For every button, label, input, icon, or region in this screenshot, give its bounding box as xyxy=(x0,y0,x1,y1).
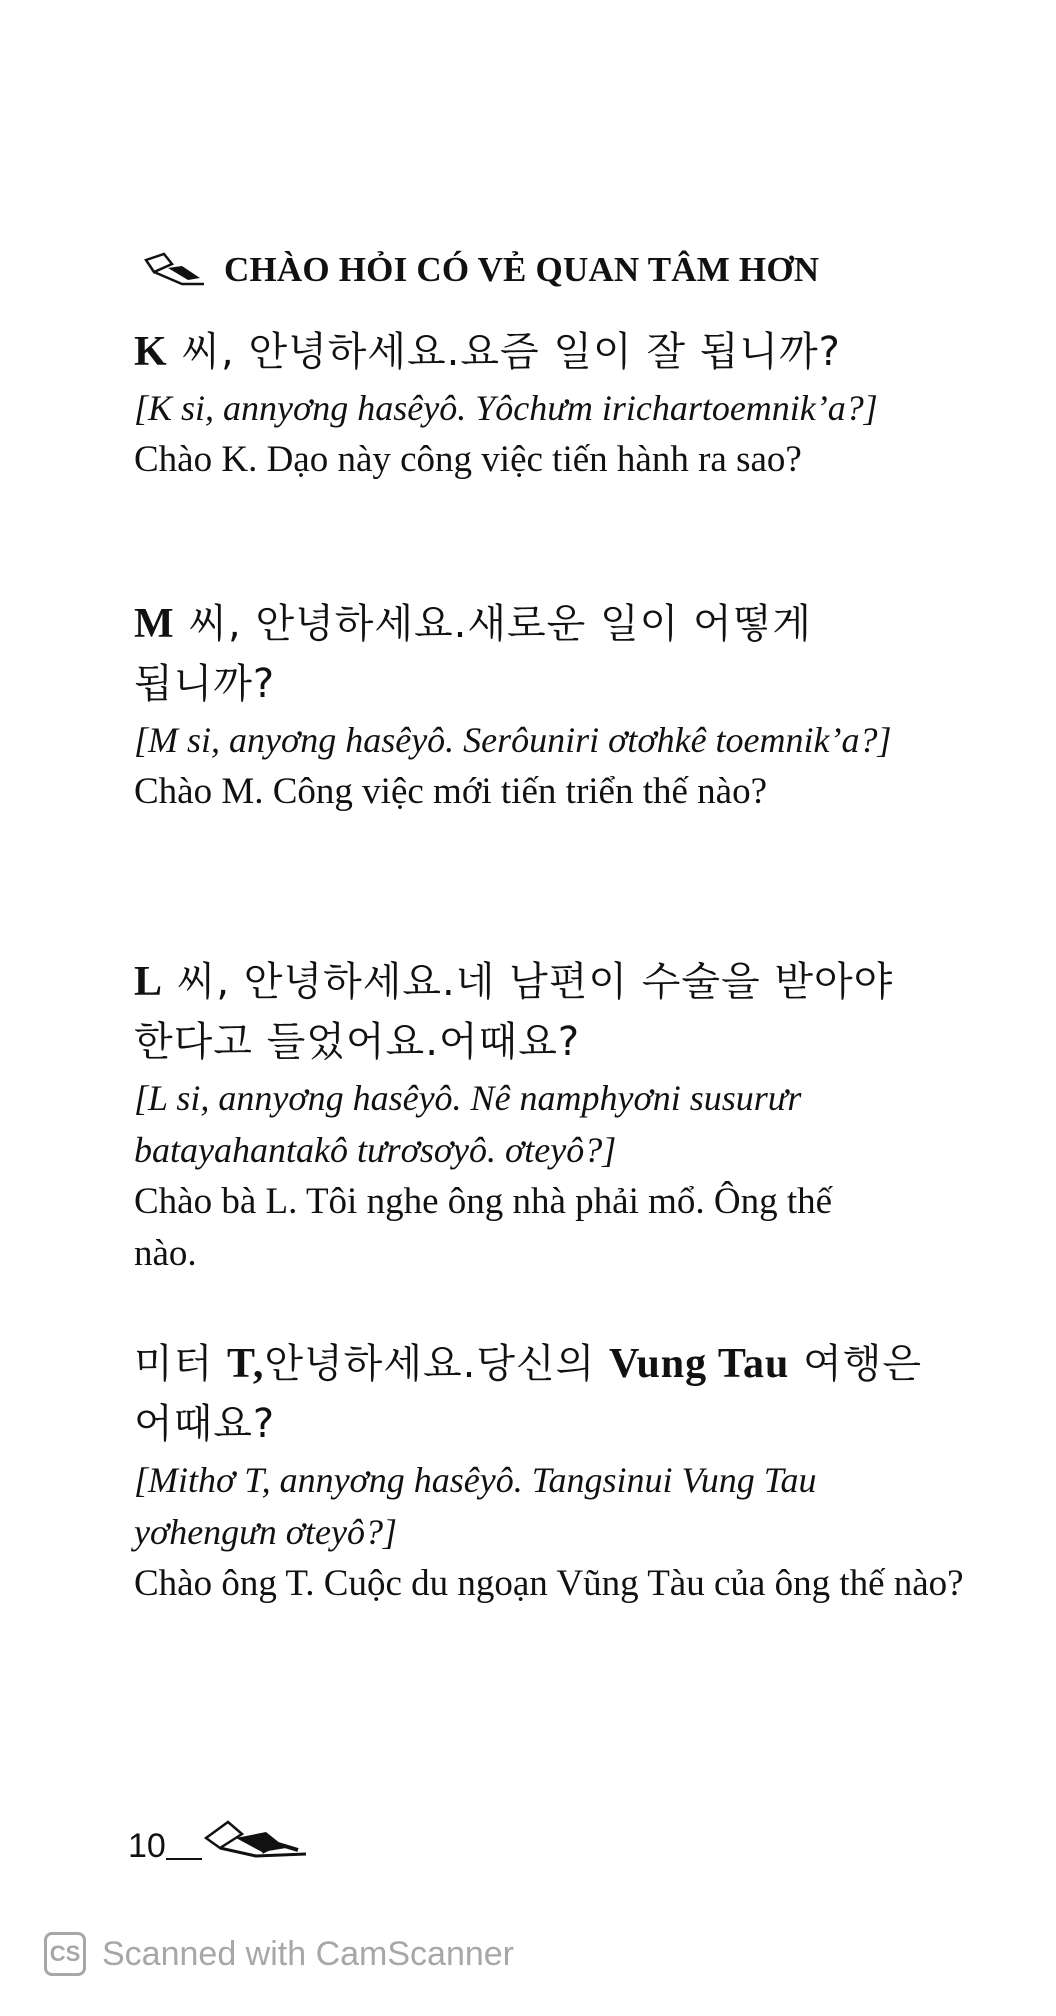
transliteration: [M si, anyơng hasêyô. Serôuniri ơtơhkê toemnik’a?] xyxy=(134,720,892,760)
pen-writing-icon xyxy=(202,1808,310,1864)
korean-suffix: 여행은 어때요? xyxy=(134,1341,923,1447)
phrase-entry-1 xyxy=(134,322,964,486)
page-number: 10 xyxy=(128,1827,166,1865)
phrase-entry-4 xyxy=(134,1334,964,1610)
vietnamese-translation: Chào ông T. Cuộc du ngoạn Vũng Tàu của ông thế nào? xyxy=(134,1563,964,1604)
korean-text: 씨, 안녕하세요.요즘 일이 잘 됩니까? xyxy=(167,329,841,375)
watermark-text: Scanned with CamScanner xyxy=(102,1934,515,1973)
korean-phrase xyxy=(134,322,964,382)
korean-name: L xyxy=(134,959,164,1005)
section-heading xyxy=(142,250,982,290)
transliteration: [L si, annyơng hasêyô. Nê namphyơni susurưr batayahantakô tưrơsơyô. ơteyô?] xyxy=(134,1078,802,1170)
korean-prefix: 미터 xyxy=(134,1341,227,1387)
korean-phrase xyxy=(134,594,834,714)
scanner-watermark xyxy=(44,1932,514,1976)
korean-name: K xyxy=(134,329,168,375)
korean-text: 안녕하세요.당신의 xyxy=(264,1341,609,1387)
footer-rule xyxy=(166,1858,202,1860)
korean-text: 씨, 안녕하세요.네 남편이 수술을 받아야 한다고 들었어요.어때요? xyxy=(134,959,894,1065)
korean-phrase xyxy=(134,1334,934,1454)
section-heading-text: CHÀO HỎI CÓ VẺ QUAN TÂM HƠN xyxy=(224,250,820,289)
page-footer xyxy=(128,1808,310,1864)
vietnamese-translation: Chào K. Dạo này công việc tiến hành ra sao? xyxy=(134,439,802,480)
transliteration: [K si, annyơng hasêyô. Yôchưm irichartoemnik’a?] xyxy=(134,388,878,428)
korean-name: M xyxy=(134,601,175,647)
transliteration: [Mithơ T, annyơng hasêyô. Tangsinui Vung Tau yơhengưn ơteyô?] xyxy=(134,1460,817,1552)
camscanner-logo: CS xyxy=(44,1932,86,1976)
phrase-entry-3 xyxy=(134,952,914,1280)
pen-writing-icon xyxy=(142,250,212,290)
korean-phrase xyxy=(134,952,914,1072)
vietnamese-translation: Chào M. Công việc mới tiến triển thế nào? xyxy=(134,771,768,812)
phrase-entry-2 xyxy=(134,594,892,818)
korean-name: T, xyxy=(227,1341,265,1387)
korean-text: 씨, 안녕하세요.새로운 일이 어떻게 됩니까? xyxy=(134,601,812,707)
place-name: Vung Tau xyxy=(608,1341,790,1387)
vietnamese-translation: Chào bà L. Tôi nghe ông nhà phải mổ. Ông thế nào. xyxy=(134,1181,833,1274)
